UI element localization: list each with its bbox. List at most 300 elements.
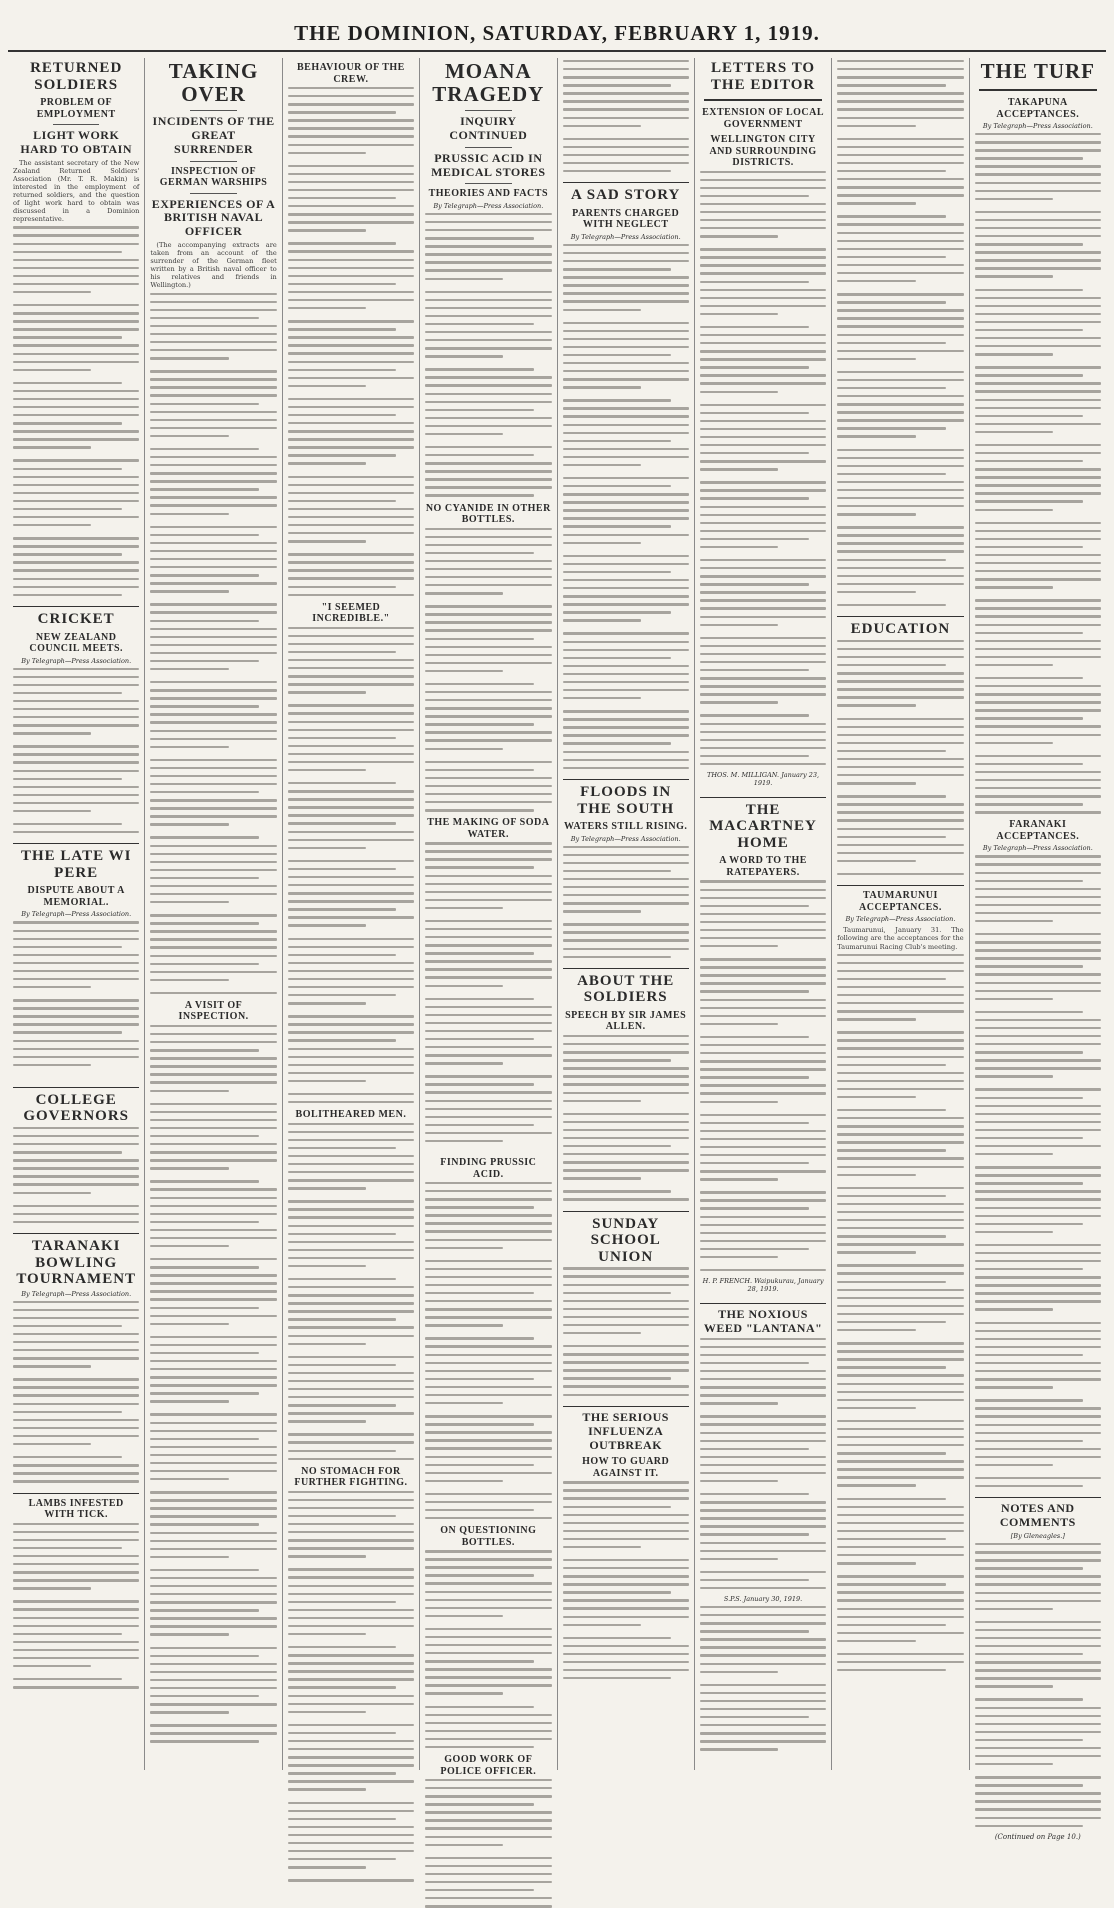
text-line: [288, 250, 414, 252]
text-line: [13, 1151, 122, 1153]
text-line: [288, 103, 414, 105]
text-line: [563, 92, 689, 94]
text-line: [150, 620, 259, 622]
section-divider: [563, 1406, 689, 1407]
text-line: [975, 725, 1101, 727]
text-line: [837, 750, 946, 752]
text-line: [288, 1633, 366, 1635]
text-line: [975, 1153, 1053, 1155]
text-line: [288, 1039, 397, 1041]
text-line: [700, 637, 826, 639]
text-line: [425, 1607, 551, 1609]
text-line: [837, 1484, 915, 1486]
text-line: [700, 1068, 826, 1070]
text-line: [13, 344, 139, 346]
continued-note: (Continued on Page 10.): [994, 1832, 1081, 1841]
text-line: [150, 611, 276, 613]
text-line: [425, 809, 534, 811]
text-line: [975, 1440, 1084, 1442]
text-line: [13, 986, 91, 988]
text-line: [837, 427, 946, 429]
section-divider: [563, 779, 689, 780]
text-line: [13, 692, 122, 694]
text-line: [150, 357, 228, 359]
text-line: [13, 954, 139, 956]
text-line: [837, 1219, 963, 1221]
text-line: [563, 894, 689, 896]
subhead-takapuna-acceptances: TAKAPUNA ACCEPTANCES.: [996, 97, 1080, 120]
text-line: [975, 1190, 1101, 1192]
text-line: [288, 1404, 397, 1406]
text-line: [975, 149, 1101, 151]
text-line: [975, 599, 1101, 601]
text-line: [13, 778, 122, 780]
text-line: [288, 1101, 414, 1103]
text-line: [837, 223, 963, 225]
text-line: [13, 422, 122, 424]
text-line: [150, 1601, 276, 1603]
text-line: [837, 125, 915, 127]
text-line: [13, 970, 139, 972]
text-line: [563, 1514, 689, 1516]
text-line: [975, 289, 1084, 291]
text-line: [13, 1365, 91, 1367]
subhead-theories-and-facts: THEORIES AND FACTS: [428, 188, 549, 200]
text-line: [288, 675, 414, 677]
text-line: [425, 592, 503, 594]
text-line: [563, 1292, 672, 1294]
subhead-naval-officer: EXPERIENCES OF A BRITISH NAVAL OFFICER: [151, 196, 276, 239]
text-line: [975, 476, 1101, 478]
text-line: [13, 353, 139, 355]
text-line: [837, 489, 963, 491]
text-line: [563, 415, 689, 417]
text-line: [700, 1248, 809, 1250]
text-line: [975, 1424, 1101, 1426]
text-line: [150, 333, 276, 335]
text-line: [425, 1509, 534, 1511]
text-line: [150, 697, 276, 699]
text-line: [563, 477, 689, 479]
text-line: [700, 514, 826, 516]
text-line: [288, 1326, 414, 1328]
text-line: [425, 1276, 551, 1278]
text-line: [837, 1002, 963, 1004]
text-line: [150, 946, 276, 948]
text-line: [563, 252, 689, 254]
text-line: [13, 459, 139, 461]
text-line: [837, 1064, 946, 1066]
text-line: [288, 1265, 366, 1267]
masthead-title: THE DOMINION, SATURDAY, FEBRUARY 1, 1919.: [294, 21, 820, 45]
text-line: [837, 419, 963, 421]
text-line: [288, 1555, 366, 1557]
text-line: [150, 767, 276, 769]
text-line: [837, 1203, 963, 1205]
text-line: [563, 509, 689, 511]
text-line: [700, 966, 826, 968]
text-line: [563, 1369, 689, 1371]
text-line: [563, 154, 689, 156]
text-line: [150, 1507, 276, 1509]
text-line: [975, 353, 1053, 355]
paragraph-gap: [837, 1182, 963, 1187]
text-line: [425, 1574, 534, 1576]
text-line: [837, 1436, 963, 1438]
text-line: [837, 550, 963, 552]
text-line: [150, 526, 276, 528]
text-line: [563, 322, 689, 324]
text-line: [13, 1464, 139, 1466]
text-line: [975, 1567, 1084, 1569]
headline-moana-tragedy: MOANA TRAGEDY: [432, 59, 545, 107]
text-line: [563, 689, 689, 691]
text-line: [837, 978, 946, 980]
text-line: [425, 1566, 551, 1568]
text-line: [425, 1116, 551, 1118]
text-line: [975, 1559, 1101, 1561]
text-line: [975, 554, 1101, 556]
paragraph-gap: [700, 1679, 826, 1684]
text-line: [975, 1198, 1101, 1200]
text-line: [975, 998, 1053, 1000]
text-line: [563, 170, 672, 172]
text-line: [288, 267, 414, 269]
text-line: [13, 243, 139, 245]
text-line: [975, 243, 1084, 245]
text-line: [563, 759, 689, 761]
text-line: [975, 1698, 1084, 1700]
text-line: [563, 138, 689, 140]
text-line: [837, 604, 946, 606]
text-line: [13, 1333, 139, 1335]
text-line: [425, 952, 534, 954]
text-line: [700, 1370, 826, 1372]
text-line: [288, 704, 414, 706]
text-line: [425, 1865, 551, 1867]
text-line: [563, 587, 689, 589]
text-line: [13, 586, 139, 588]
article-body: [425, 1779, 551, 1908]
text-line: [563, 84, 672, 86]
text-line: [700, 530, 826, 532]
text-line: [975, 1448, 1101, 1450]
text-line: [563, 456, 689, 458]
text-line: [975, 235, 1101, 237]
text-line: [975, 1637, 1101, 1639]
text-line: [563, 1489, 689, 1491]
text-line: [563, 734, 689, 736]
article-body-continued: [563, 60, 689, 172]
text-line: [288, 1155, 414, 1157]
text-line: [563, 1669, 689, 1671]
subhead-no-cyanide: NO CYANIDE IN OTHER BOTTLES.: [425, 502, 551, 526]
text-line: [425, 1660, 534, 1662]
paragraph-gap: [425, 993, 551, 998]
text-line: [150, 930, 276, 932]
text-line: [563, 1075, 689, 1077]
text-line: [563, 407, 689, 409]
text-line: [837, 526, 963, 528]
text-line: [150, 730, 276, 732]
text-line: [425, 1615, 503, 1617]
text-line: [425, 1222, 551, 1224]
text-line: [563, 641, 689, 643]
text-line: [150, 1119, 276, 1121]
paragraph-gap: [288, 1797, 414, 1802]
paragraph-gap: [150, 521, 276, 526]
text-line: [288, 1662, 414, 1664]
text-line: [288, 876, 414, 878]
text-line: [425, 1730, 551, 1732]
text-line: [975, 1677, 1101, 1679]
text-line: [425, 1014, 551, 1016]
text-line: [975, 423, 1101, 425]
text-line: [288, 782, 397, 784]
text-line: [837, 1088, 963, 1090]
text-line: [13, 700, 139, 702]
text-line: [288, 1412, 414, 1414]
subhead-ratepayers: A WORD TO THE RATEPAYERS.: [719, 855, 807, 878]
text-line: [563, 1324, 689, 1326]
text-line: [425, 769, 534, 771]
text-line: [700, 1154, 826, 1156]
text-line: [975, 1378, 1101, 1380]
text-line: [837, 146, 963, 148]
letter-body: [700, 171, 826, 766]
text-line: [837, 1506, 963, 1508]
text-line: [975, 345, 1101, 347]
text-line: [150, 349, 276, 351]
text-line: [425, 1644, 551, 1646]
text-line: [288, 729, 414, 731]
text-line: [150, 893, 276, 895]
text-line: [425, 269, 551, 271]
text-line: [975, 509, 1053, 511]
text-line: [837, 1272, 963, 1274]
text-line: [700, 1146, 826, 1148]
text-line: [837, 672, 963, 674]
text-line: [975, 399, 1101, 401]
text-line: [288, 119, 414, 121]
text-line: [563, 681, 689, 683]
text-line: [150, 1143, 276, 1145]
text-line: [975, 803, 1084, 805]
text-line: [563, 1530, 689, 1532]
text-line: [425, 1038, 534, 1040]
text-line: [700, 1501, 826, 1503]
subhead-parents-charged: PARENTS CHARGED WITH NEGLECT: [572, 207, 680, 231]
text-line: [288, 643, 414, 645]
text-line: [700, 281, 809, 283]
paragraph-gap: [288, 471, 414, 476]
text-line: [425, 291, 551, 293]
text-line: [837, 1141, 963, 1143]
text-line: [425, 1206, 534, 1208]
text-line: [563, 1083, 689, 1085]
text-line: [288, 1625, 414, 1627]
text-line: [975, 530, 1101, 532]
text-line: [13, 251, 122, 253]
text-line: [563, 386, 641, 388]
text-line: [700, 1076, 809, 1078]
text-line: [288, 454, 397, 456]
text-line: [13, 320, 139, 322]
subhead-police-officer: GOOD WORK OF POLICE OFFICER.: [440, 1754, 537, 1777]
text-line: [700, 1724, 826, 1726]
article-body: [13, 1523, 139, 1689]
text-line: [425, 891, 551, 893]
text-line: [288, 1547, 414, 1549]
text-line: [975, 562, 1101, 564]
text-line: [13, 398, 139, 400]
text-line: [150, 435, 228, 437]
text-line: [837, 1187, 963, 1189]
subhead-prussic-acid: PRUSSIC ACID IN MEDICAL STORES: [431, 150, 546, 179]
text-line: [563, 742, 672, 744]
text-line: [563, 432, 689, 434]
text-line: [563, 268, 672, 270]
text-line: [700, 1199, 826, 1201]
text-line: [13, 802, 139, 804]
headline-taranaki-bowling: TARANAKI BOWLING TOURNAMENT: [16, 1238, 137, 1288]
text-line: [13, 1625, 139, 1627]
text-line: [700, 358, 826, 360]
text-line: [563, 1153, 689, 1155]
text-line: [563, 870, 672, 872]
text-line: [700, 1101, 778, 1103]
text-line: [13, 962, 139, 964]
text-line: [837, 567, 963, 569]
text-line: [13, 1394, 139, 1396]
text-line: [425, 793, 551, 795]
text-line: [150, 513, 228, 515]
text-line: [288, 307, 366, 309]
text-line: [288, 1858, 397, 1860]
text-line: [975, 460, 1084, 462]
text-line: [700, 538, 809, 540]
text-line: [288, 1343, 366, 1345]
text-line: [563, 878, 689, 880]
text-line: [837, 1251, 915, 1253]
text-line: [150, 488, 259, 490]
text-line: [975, 1608, 1053, 1610]
text-line: [700, 1587, 826, 1589]
text-line: [150, 1687, 276, 1689]
text-line: [13, 1159, 139, 1161]
text-line: [425, 584, 551, 586]
text-line: [975, 1252, 1101, 1254]
text-line: [425, 998, 534, 1000]
text-line: [425, 858, 551, 860]
text-line: [837, 758, 963, 760]
text-line: [288, 1200, 414, 1202]
text-line: [975, 1551, 1101, 1553]
text-line: [563, 501, 689, 503]
paragraph-gap: [425, 1148, 551, 1153]
text-line: [13, 524, 91, 526]
text-line: [975, 1322, 1101, 1324]
text-line: [13, 1411, 122, 1413]
text-line: [150, 845, 276, 847]
text-line: [563, 1575, 689, 1577]
text-line: [975, 811, 1101, 813]
text-line: [700, 272, 826, 274]
text-line: [288, 1072, 414, 1074]
text-line: [150, 582, 276, 584]
text-line: [563, 1567, 689, 1569]
text-line: [563, 1377, 672, 1379]
text-line: [700, 546, 778, 548]
text-line: [425, 613, 551, 615]
text-line: [425, 715, 551, 717]
text-line: [563, 260, 689, 262]
text-line: [13, 545, 139, 547]
text-line: [700, 382, 826, 384]
text-line: [13, 336, 122, 338]
text-line: [837, 497, 963, 499]
text-line: [13, 537, 139, 539]
text-line: [288, 1318, 397, 1320]
text-line: [425, 1394, 551, 1396]
text-line: [975, 492, 1101, 494]
text-line: [563, 1385, 689, 1387]
text-line: [288, 1278, 397, 1280]
text-line: [563, 1121, 689, 1123]
text-line: [150, 464, 276, 466]
text-line: [13, 1633, 122, 1635]
text-line: [975, 1166, 1101, 1168]
text-line: [13, 1419, 139, 1421]
text-line: [700, 1122, 809, 1124]
text-line: [837, 680, 963, 682]
text-line: [837, 1632, 963, 1634]
text-line: [837, 542, 963, 544]
text-line: [425, 761, 551, 763]
text-line: [150, 901, 228, 903]
text-line: [563, 1653, 689, 1655]
text-line: [425, 401, 551, 403]
text-line: [425, 1140, 503, 1142]
text-line: [700, 599, 826, 601]
text-line: [563, 362, 689, 364]
text-line: [425, 355, 503, 357]
text-line: [425, 1464, 534, 1466]
text-line: [975, 1051, 1084, 1053]
text-line: [150, 1057, 276, 1059]
text-line: [425, 1006, 551, 1008]
text-line: [975, 734, 1101, 736]
text-line: [837, 1211, 963, 1213]
text-line: [150, 1446, 276, 1448]
text-line: [425, 1292, 534, 1294]
text-line: [563, 1113, 689, 1115]
text-line: [975, 267, 1101, 269]
text-line: [288, 753, 414, 755]
text-line: [975, 578, 1101, 580]
text-line: [837, 836, 946, 838]
text-line: [700, 567, 826, 569]
text-line: [700, 404, 826, 406]
text-line: [288, 516, 414, 518]
text-line: [700, 653, 826, 655]
text-line: [563, 1275, 689, 1277]
text-line: [288, 1601, 397, 1603]
text-line: [700, 1622, 826, 1624]
text-line: [13, 732, 91, 734]
text-line: [975, 888, 1101, 890]
text-line: [150, 558, 276, 560]
